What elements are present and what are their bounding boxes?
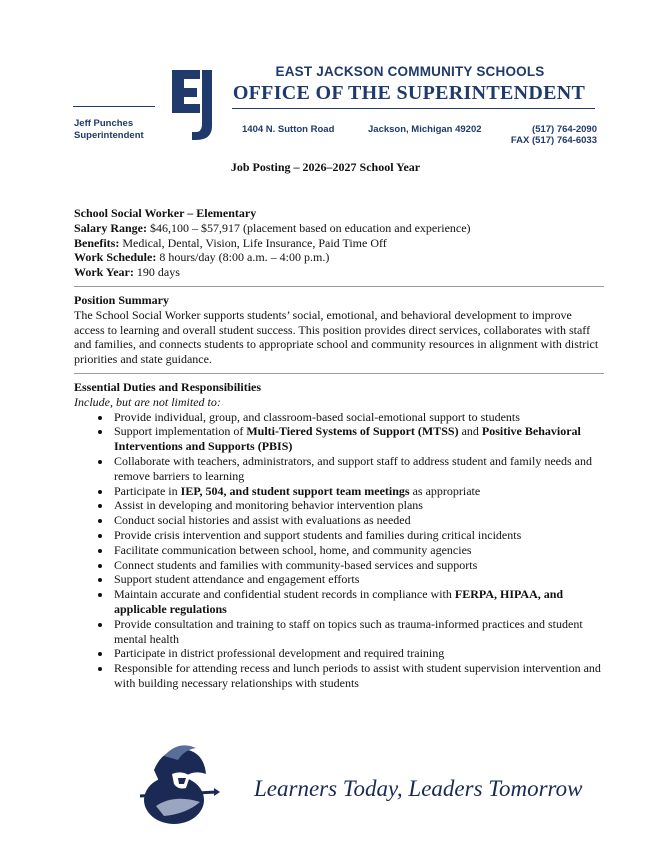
work-year-label: Work Year: [74,265,134,280]
position-title: School Social Worker – Elementary [74,206,257,220]
summary-heading: Position Summary [74,292,170,307]
duties-list [74,410,604,691]
street-address: 1404 N. Sutton Road [242,124,335,135]
schedule-label: Work Schedule: [74,250,157,265]
duty-item [112,646,604,661]
duty-text-bold: Multi-Tiered Systems of Support (MTSS) [246,424,459,439]
header-rule-left [73,106,155,107]
duty-text: Collaborate with teachers, administrators, and support staff to address student and family needs and remove barriers to learning [114,453,592,483]
benefits-label: Benefits: [74,235,120,250]
superintendent-title: Superintendent [74,130,144,141]
duty-text: Provide crisis intervention and support students and families during critical incidents [114,527,522,542]
duty-text: as appropriate [409,483,481,498]
city-address: Jackson, Michigan 49202 [368,124,482,135]
benefits-value: Medical, Dental, Vision, Life Insurance, Paid Time Off [119,235,387,250]
duty-item [112,528,604,543]
duty-text: Maintain accurate and confidential student records in compliance with [114,587,455,602]
duty-item [112,454,604,484]
duty-item [112,558,604,573]
fax-number: FAX (517) 764-6033 [510,135,597,146]
duty-item [112,617,604,647]
duty-text: Support student attendance and engagement efforts [114,572,360,587]
duty-text: Provide individual, group, and classroom-based social-emotional support to students [114,409,520,424]
spartan-helmet-mascot-icon [134,740,220,830]
divider [74,286,604,287]
school-tagline: Learners Today, Leaders Tomorrow [254,776,583,801]
superintendent-name: Jeff Punches [74,118,134,129]
duty-text: Responsible for attending recess and lunch periods to assist with student supervision intervention and with building necessary relationships with students [114,661,601,690]
divider [74,373,604,374]
duty-text: and [458,424,482,439]
duty-item [112,410,604,425]
duty-item [112,424,604,454]
schedule-value: 8 hours/day (8:00 a.m. – 4:00 p.m.) [156,250,330,265]
summary-text: The School Social Worker supports students’ social, emotional, and behavioral development to improve access to learning and overall student success. This position provides direct services, collaborates with staff and families, and connects students to appropriate school and community resources in alignment with district priorities and state guidance. [74,307,599,367]
duties-intro: Include, but are not limited to: [74,394,221,409]
duty-text-bold: Positive Behavioral Interventions and Supports (PBIS) [114,424,581,454]
duty-text: Participate in [114,483,181,498]
duty-item [112,572,604,587]
duty-text: Assist in developing and monitoring behavior intervention plans [114,498,423,513]
phone-number: (517) 764-2090 [532,124,597,135]
duty-item [112,513,604,528]
duty-text: Provide consultation and training to staff on topics such as trauma-informed practices and student mental health [114,616,583,646]
duty-item [112,661,604,691]
benefits-line [74,236,604,251]
salary-line [74,221,604,236]
duty-item [112,498,604,513]
ej-logo-icon [170,68,214,142]
duty-item [112,484,604,499]
duty-text: Facilitate communication between school, home, and community agencies [114,542,472,557]
duty-item [112,543,604,558]
duty-text-bold: FERPA, HIPAA, and applicable regulations [114,587,564,616]
salary-value: $46,100 – $57,917 (placement based on education and experience) [147,220,471,235]
duty-text-bold: IEP, 504, and student support team meetings [180,483,410,498]
duties-heading: Essential Duties and Responsibilities [74,379,262,394]
office-title: OFFICE OF THE SUPERINTENDENT [232,82,586,104]
school-name: EAST JACKSON COMMUNITY SCHOOLS [275,64,545,79]
duty-text: Connect students and families with community-based services and supports [114,557,478,572]
job-content [74,206,604,691]
contact-numbers [505,124,597,146]
duty-item [112,587,604,617]
posting-title: Job Posting – 2026–2027 School Year [230,160,421,174]
duty-text: Conduct social histories and assist with evaluations as needed [114,513,411,528]
superintendent-block [74,118,144,142]
duty-text: Support implementation of [114,424,247,439]
header-rule-right [232,108,595,109]
work-year-line [74,265,604,280]
salary-label: Salary Range: [74,220,147,235]
duty-text: Participate in district professional development and required training [114,646,445,661]
work-year-value: 190 days [133,265,180,280]
schedule-line [74,250,604,265]
